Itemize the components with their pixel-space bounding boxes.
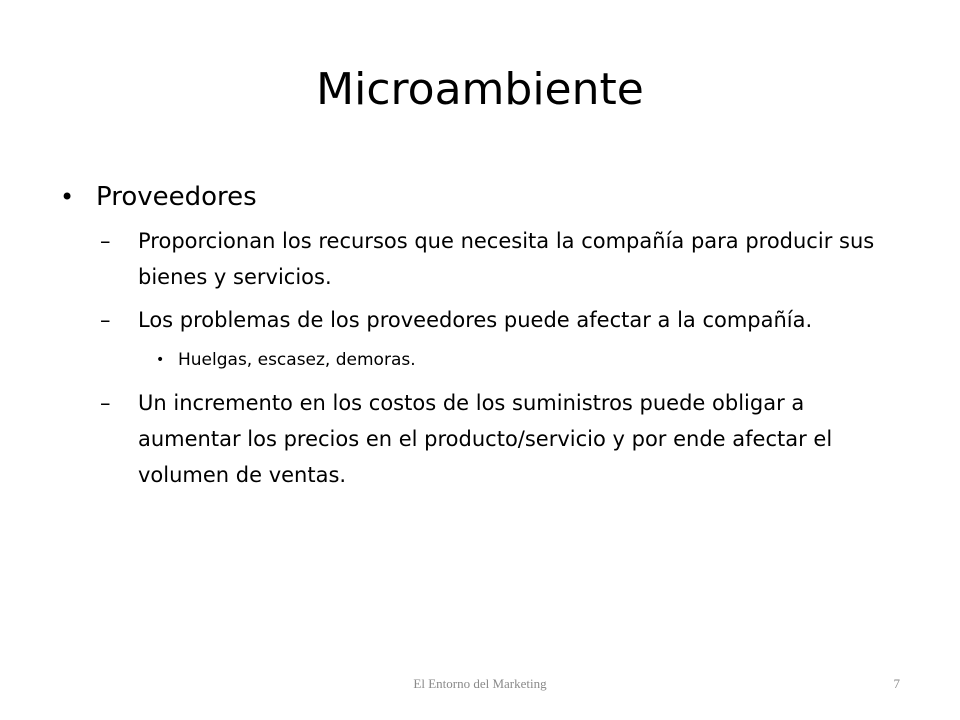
page-number: 7 — [893, 676, 900, 691]
slide-title: Microambiente — [316, 64, 644, 115]
dash-icon: – — [100, 308, 111, 332]
slide-body — [60, 175, 880, 500]
bullet-text: Proporcionan los recursos que necesita la compañía para producir sus bienes y servicios. — [138, 229, 875, 289]
footer-title: El Entorno del Marketing — [413, 676, 547, 691]
bullet-level2 — [60, 302, 880, 338]
bullet-text: Los problemas de los proveedores puede afectar a la compañía. — [138, 308, 813, 332]
bullet-level2 — [60, 223, 880, 295]
dash-icon: – — [100, 391, 111, 415]
bullet-level3 — [60, 345, 880, 375]
bullet-dot-icon: • — [60, 183, 75, 211]
bullet-level1 — [60, 175, 880, 219]
bullet-text: Huelgas, escasez, demoras. — [178, 350, 416, 370]
dash-icon: – — [100, 229, 111, 253]
bullet-dot-icon: • — [156, 352, 165, 368]
bullet-text: Un incremento en los costos de los suministros puede obligar a aumentar los precios en el producto/servicio y por ende afectar el volumen de ventas. — [138, 391, 833, 487]
bullet-level2 — [60, 385, 880, 493]
bullet-text: Proveedores — [96, 182, 257, 212]
